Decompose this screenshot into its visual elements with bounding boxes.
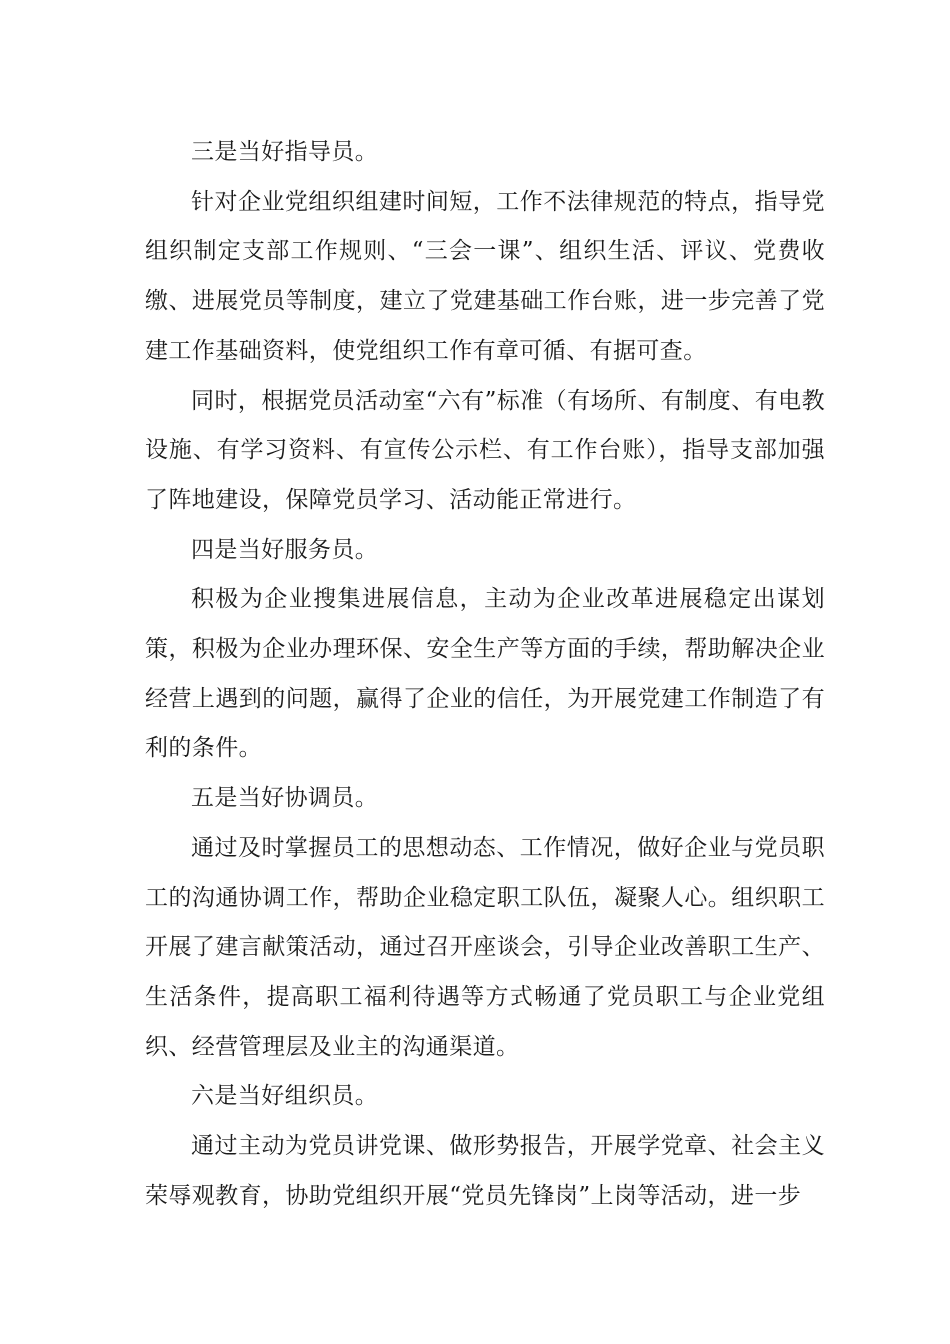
heading-service: 四是当好服务员。	[191, 536, 379, 563]
paragraph-service: 积极为企业搜集进展信息，主动为企业改革进展稳定出谋划策，积极为企业办理环保、安全生产等方面的手续，帮助解决企业经营上遇到的问题，赢得了企业的信任，为开展党建工作制造了有利的条件。	[145, 586, 825, 762]
paragraph-coordinator: 通过及时掌握员工的思想动态、工作情况，做好企业与党员职工的沟通协调工作，帮助企业稳定职工队伍，凝聚人心。组织职工开展了建言献策活动，通过召开座谈会，引导企业改善职工生产、生活条件，提高职工福利待遇等方式畅通了党员职工与企业党组织、经营管理层及业主的沟通渠道。	[145, 834, 825, 1060]
heading-coordinator: 五是当好协调员。	[191, 785, 379, 812]
paragraph-guide-rules: 针对企业党组织组建时间短，工作不法律规范的特点，指导党组织制定支部工作规则、“三会一课”、组织生活、评议、党费收缴、进展党员等制度，建立了党建基础工作台账，进一步完善了党建工作基础资料，使党组织工作有章可循、有据可查。	[145, 188, 825, 364]
heading-guide: 三是当好指导员。	[191, 139, 379, 165]
heading-organizer: 六是当好组织员。	[191, 1083, 379, 1110]
paragraph-activity-room: 同时，根据党员活动室“六有”标准（有场所、有制度、有电教设施、有学习资料、有宣传公示栏、有工作台账），指导支部加强了阵地建设，保障党员学习、活动能正常进行。	[145, 387, 825, 513]
document-body	[145, 128, 825, 1221]
paragraph-organizer: 通过主动为党员讲党课、做形势报告，开展学党章、社会主义荣辱观教育，协助党组织开展“党员先锋岗”上岗等活动，进一步	[145, 1133, 825, 1209]
